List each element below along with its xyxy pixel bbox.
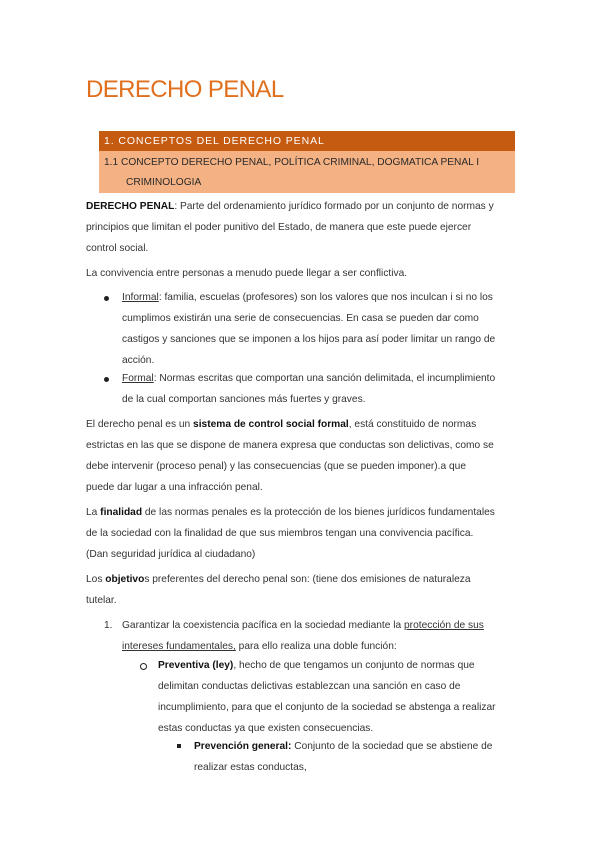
numbered-line1-underlined: protección de sus <box>404 620 484 631</box>
sub-item-prevencion-general <box>194 736 519 778</box>
definition-line1: : Parte del ordenamiento jurídico formado por un conjunto de normas y <box>174 201 494 212</box>
sistema-paragraph <box>86 414 518 498</box>
definition-term: DERECHO PENAL <box>86 201 175 212</box>
convivencia-paragraph: La convivencia entre personas a menudo puede llegar a ser conflictiva. <box>86 268 408 279</box>
objetivos-paragraph <box>86 569 518 611</box>
formal-term: Formal <box>122 373 154 384</box>
heading-1-1-line2: CRIMINOLOGIA <box>126 177 202 188</box>
preventiva-line1-post: , hecho de que tengamos un conjunto de normas que <box>233 660 475 671</box>
finalidad-line1-post: de las normas penales es la protección de los bienes jurídicos fundamentales <box>142 507 495 518</box>
list-number: 1. <box>104 620 113 631</box>
heading-1-1 <box>99 151 515 193</box>
sistema-bold: sistema de control social formal <box>193 419 349 430</box>
objetivos-line2: tutelar. <box>86 595 117 606</box>
informal-line2: cumplimos existirán una serie de consecuencias. En casa se pueden dar como <box>122 313 479 324</box>
preventiva-line2: delimitan conductas delictivas establezcan una sanción en caso de <box>158 681 461 692</box>
sistema-line3: debe intervenir (proceso penal) y las consecuencias (que se pueden imponer).a que <box>86 461 466 472</box>
list-item-formal <box>122 368 522 410</box>
prevencion-general-line1-post: Conjunto de la sociedad que se abstiene de <box>291 741 493 752</box>
sistema-line2: estrictas en las que se dispone de manera expresa que conductas son delictivas, como se <box>86 440 494 451</box>
finalidad-paragraph <box>86 502 518 565</box>
numbered-line2-post: para ello realiza una doble función: <box>235 641 397 652</box>
definition-line3: control social. <box>86 243 149 254</box>
bullet-marker-square <box>177 744 181 748</box>
objetivos-pre: Los <box>86 574 106 585</box>
informal-line3: castigos y sanciones que se imponen a los hijos para así poder limitar un rango de <box>122 334 496 345</box>
heading-1-1-line1: 1.1 CONCEPTO DERECHO PENAL, POLÍTICA CRIMINAL, DOGMATICA PENAL I <box>104 157 480 168</box>
prevencion-general-line2: realizar estas conductas, <box>194 762 307 773</box>
informal-term: Informal <box>122 292 159 303</box>
informal-line4: acción. <box>122 355 155 366</box>
preventiva-line3: incumplimiento, para que el conjunto de la sociedad se abstenga a realizar <box>158 702 496 713</box>
definition-line2: principios que limitan el poder punitivo del Estado, de manera que este puede ejercer <box>86 222 472 233</box>
finalidad-bold: finalidad <box>100 507 143 518</box>
definition-paragraph <box>86 196 516 259</box>
formal-line2: de la cual comportan sanciones más fuertes y graves. <box>122 394 366 405</box>
sub-item-preventiva <box>158 655 520 739</box>
prevencion-general-bold: Prevención general: <box>194 741 292 752</box>
finalidad-pre: La <box>86 507 101 518</box>
preventiva-bold: Preventiva (ley) <box>158 660 234 671</box>
formal-line1: : Normas escritas que comportan una sanción delimitada, el incumplimiento <box>153 373 496 384</box>
numbered-line1-pre: Garantizar la coexistencia pacífica en la sociedad mediante la <box>122 620 405 631</box>
numbered-line2-underlined: intereses fundamentales, <box>122 641 236 652</box>
objetivos-line1-post: s preferentes del derecho penal son: (tiene dos emisiones de naturaleza <box>144 574 471 585</box>
numbered-item <box>122 615 522 657</box>
bullet-marker <box>104 377 109 382</box>
list-item-informal <box>122 287 522 371</box>
sistema-pre: El derecho penal es un <box>86 419 194 430</box>
preventiva-line4: estas conductas ya que existen consecuencias. <box>158 723 374 734</box>
heading-1: 1. CONCEPTOS DEL DERECHO PENAL <box>99 131 515 151</box>
sistema-line1-post: , está constituido de normas <box>348 419 477 430</box>
bullet-marker <box>104 296 109 301</box>
objetivos-bold: objetivo <box>105 574 145 585</box>
finalidad-line3: (Dan seguridad jurídica al ciudadano) <box>86 549 256 560</box>
sistema-line4: puede dar lugar a una infracción penal. <box>86 482 263 493</box>
bullet-marker-circle <box>140 663 147 670</box>
finalidad-line2: de la sociedad con la finalidad de que sus miembros tengan una convivencia pacífica. <box>86 528 474 539</box>
informal-line1: : familia, escuelas (profesores) son los valores que nos inculcan i si no los <box>158 292 493 303</box>
document-title: DERECHO PENAL <box>86 76 284 103</box>
